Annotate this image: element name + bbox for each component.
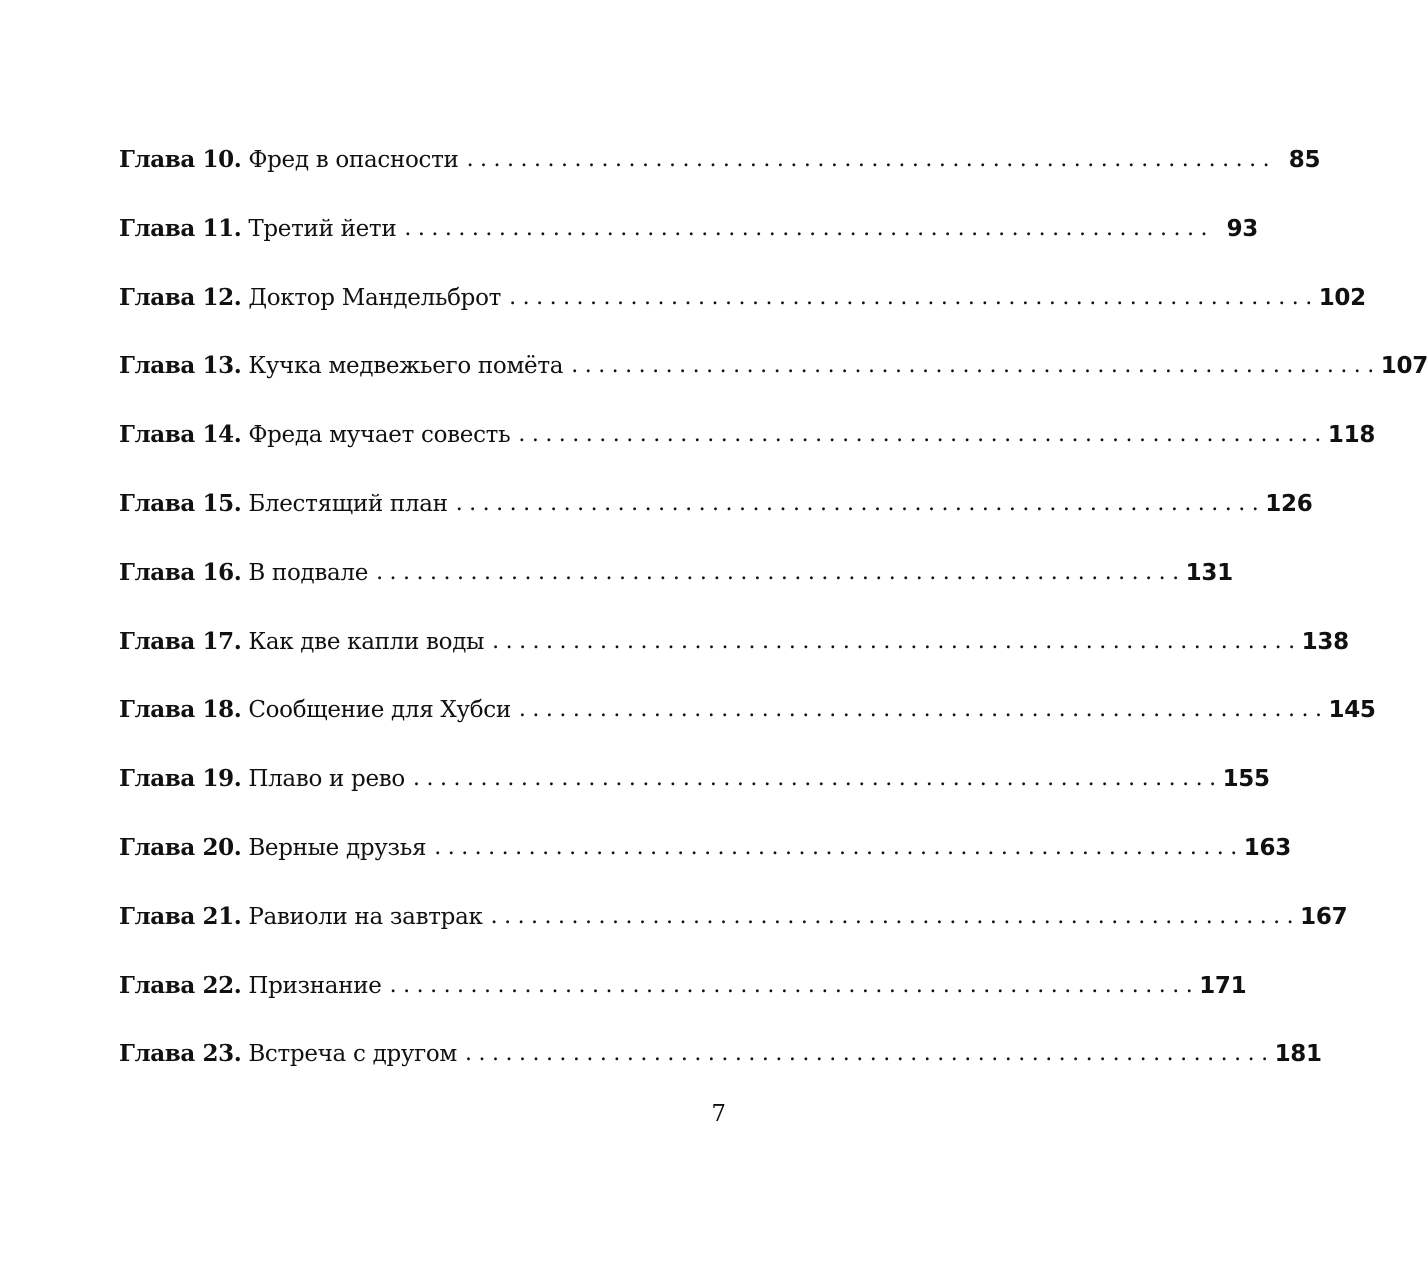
toc-entry-chapter-23 xyxy=(119,1032,1322,1101)
chapter-title: Встреча с другом xyxy=(248,1041,457,1068)
chapter-label: Глава 22. xyxy=(119,971,242,999)
toc-entry-chapter-14 xyxy=(119,413,1376,482)
chapter-page-number: 181 xyxy=(1274,1041,1322,1068)
chapter-title: Верные друзья xyxy=(248,834,427,861)
chapter-title: Третий йети xyxy=(248,215,397,242)
dot-leader: ............................................................ xyxy=(376,559,1186,585)
chapter-page-number: 85 xyxy=(1288,147,1321,173)
dot-leader: ............................................................ xyxy=(466,147,1277,172)
chapter-title: Блестящий план xyxy=(248,490,448,517)
dot-leader: ............................................................ xyxy=(464,1041,1275,1067)
dot-leader: ............................................................ xyxy=(518,697,1329,723)
chapter-title: Как две капли воды xyxy=(248,628,485,655)
chapter-page-number: 138 xyxy=(1301,628,1349,655)
chapter-label: Глава 16. xyxy=(119,558,242,586)
chapter-page-number: 155 xyxy=(1222,766,1270,793)
chapter-page-number: 126 xyxy=(1265,490,1313,517)
chapter-label: Глава 14. xyxy=(119,421,242,449)
chapter-title: Признание xyxy=(248,972,382,999)
toc-entry-chapter-20 xyxy=(119,826,1291,895)
dot-leader: ............................................................ xyxy=(404,215,1214,241)
toc-entry-chapter-19 xyxy=(119,757,1270,826)
chapter-page-number: 171 xyxy=(1199,972,1247,999)
chapter-page-number: 102 xyxy=(1318,284,1366,311)
chapter-title: Фреда мучает совесть xyxy=(248,422,511,449)
dot-leader: ............................................................ xyxy=(434,834,1244,860)
toc-entry-chapter-16 xyxy=(119,551,1233,620)
chapter-label: Глава 17. xyxy=(119,627,242,655)
toc-entry-chapter-10 xyxy=(119,138,1321,207)
chapter-page-number: 131 xyxy=(1185,559,1233,586)
toc-entry-chapter-15 xyxy=(119,482,1313,551)
toc-entry-chapter-18 xyxy=(119,688,1376,757)
chapter-label: Глава 13. xyxy=(119,352,242,380)
chapter-title: Кучка медвежьего помёта xyxy=(248,353,564,380)
chapter-title: В подвале xyxy=(248,559,369,586)
chapter-title: Фред в опасности xyxy=(248,147,459,173)
dot-leader: ............................................................ xyxy=(492,628,1302,654)
dot-leader: ............................................................ xyxy=(455,490,1266,516)
dot-leader: ............................................................ xyxy=(412,766,1223,792)
chapter-page-number: 118 xyxy=(1327,422,1376,449)
chapter-page-number: 163 xyxy=(1243,834,1291,861)
dot-leader: ............................................................ xyxy=(389,972,1200,998)
toc-entry-chapter-21 xyxy=(119,895,1348,964)
chapter-title: Плаво и рево xyxy=(248,766,405,793)
chapter-label: Глава 10. xyxy=(119,146,242,173)
chapter-page-number: 145 xyxy=(1328,697,1376,724)
dot-leader: ............................................................ xyxy=(490,903,1301,929)
toc-entry-chapter-11 xyxy=(119,207,1258,276)
chapter-label: Глава 12. xyxy=(119,283,242,311)
chapter-title: Равиоли на завтрак xyxy=(248,903,483,930)
chapter-title: Сообщение для Хубси xyxy=(248,697,511,724)
dot-leader: ............................................................ xyxy=(571,353,1381,379)
chapter-label: Глава 20. xyxy=(119,833,242,861)
page-number: 7 xyxy=(711,1101,726,1127)
chapter-page-number: 107 xyxy=(1380,353,1428,380)
chapter-page-number: 93 xyxy=(1226,215,1258,242)
table-of-contents xyxy=(119,138,1428,1101)
toc-entry-chapter-22 xyxy=(119,964,1247,1033)
dot-leader: ............................................................ xyxy=(509,284,1319,310)
chapter-title: Доктор Мандельброт xyxy=(248,284,502,311)
chapter-page-number: 167 xyxy=(1300,903,1348,930)
toc-entry-chapter-12 xyxy=(119,276,1366,345)
chapter-label: Глава 11. xyxy=(119,214,242,242)
chapter-label: Глава 23. xyxy=(119,1040,242,1068)
chapter-label: Глава 19. xyxy=(119,765,242,793)
chapter-label: Глава 18. xyxy=(119,696,242,724)
chapter-label: Глава 21. xyxy=(119,902,242,930)
toc-entry-chapter-17 xyxy=(119,620,1349,689)
dot-leader: ............................................................ xyxy=(518,422,1328,448)
toc-entry-chapter-13 xyxy=(119,344,1428,413)
chapter-label: Глава 15. xyxy=(119,489,242,517)
